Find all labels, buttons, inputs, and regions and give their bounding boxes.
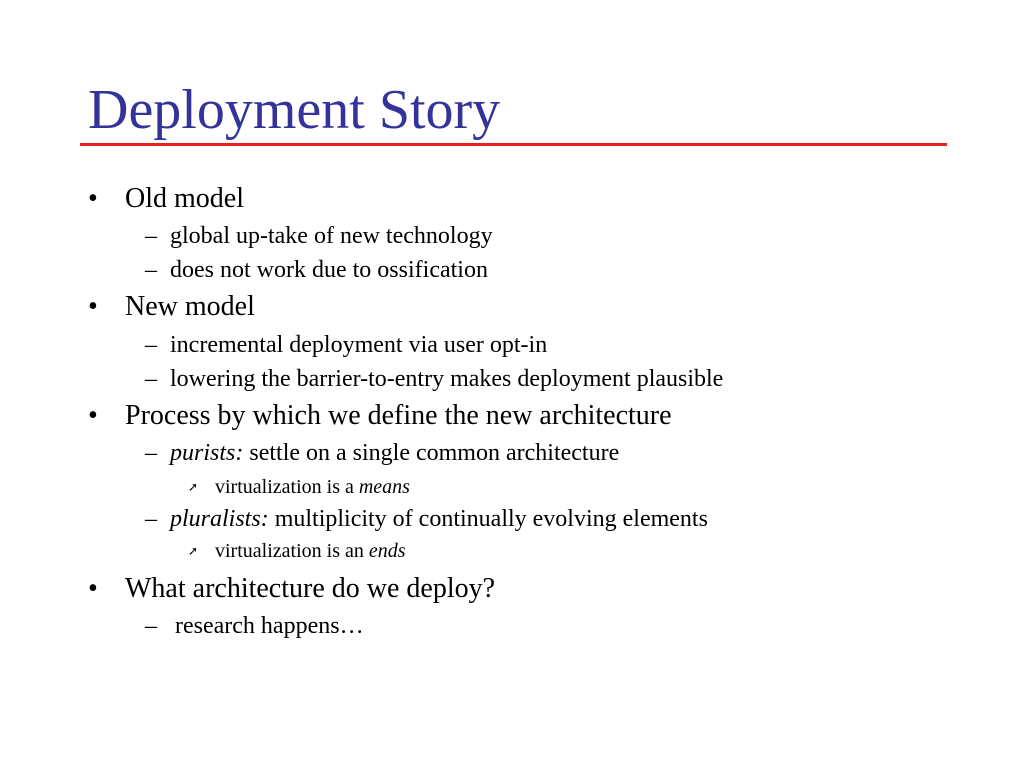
subitem-rest: multiplicity of continually evolving elements <box>268 506 708 532</box>
subitem-text <box>170 438 619 468</box>
subitem-text: research happens… <box>175 613 364 639</box>
subsubitem-rest: virtualization is an <box>215 540 369 562</box>
bullet-text: Process by which we define the new architecture <box>125 400 672 431</box>
bullet-marker: • <box>88 291 98 322</box>
bullet-text: New model <box>125 291 255 322</box>
emphasis-means: means <box>358 476 410 498</box>
dash-marker: – <box>145 613 157 639</box>
emphasis-ends: ends <box>368 540 406 562</box>
subitem-text: does not work due to ossification <box>170 257 488 283</box>
subitem-text <box>170 504 708 534</box>
subitem-text: global up-take of new technology <box>170 223 493 249</box>
subsubitem-text <box>215 474 410 500</box>
bullet-marker: • <box>88 573 98 604</box>
title-underline <box>80 143 947 146</box>
arrow-marker: ➚ <box>188 544 199 558</box>
bullet-text: Old model <box>125 183 244 214</box>
dash-marker: – <box>145 366 157 392</box>
subsubitem-rest: virtualization is a <box>215 476 359 498</box>
bullet-text: What architecture do we deploy? <box>125 573 496 604</box>
subitem-text: lowering the barrier-to-entry makes deployment plausible <box>170 366 724 392</box>
subsubitem-text <box>215 538 406 564</box>
emphasis-purists: purists: <box>170 440 244 466</box>
emphasis-pluralists: pluralists: <box>170 506 269 532</box>
dash-marker: – <box>145 440 157 466</box>
dash-marker: – <box>145 506 157 532</box>
slide-title: Deployment Story <box>88 79 501 141</box>
dash-marker: – <box>145 257 157 283</box>
arrow-marker: ➚ <box>188 480 199 494</box>
bullet-marker: • <box>88 183 98 214</box>
dash-marker: – <box>145 332 157 358</box>
bullet-marker: • <box>88 400 98 431</box>
dash-marker: – <box>145 223 157 249</box>
subitem-rest: settle on a single common architecture <box>243 440 620 466</box>
subitem-text: incremental deployment via user opt-in <box>170 332 548 358</box>
